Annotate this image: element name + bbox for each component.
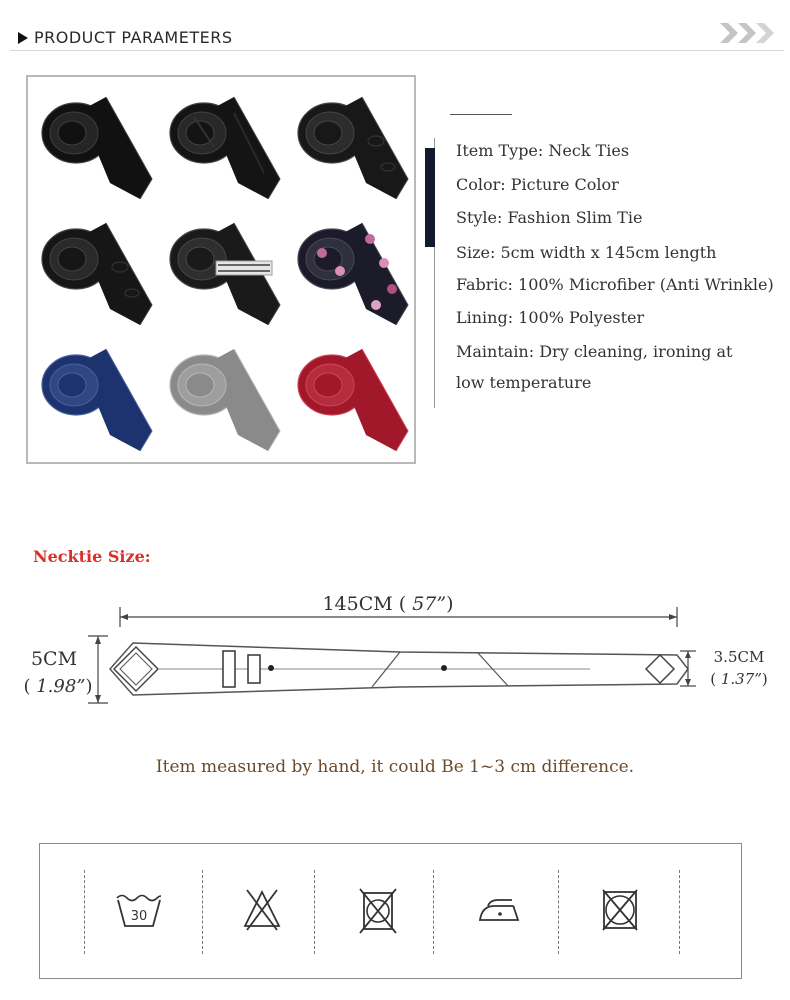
tie-photo [42, 223, 152, 325]
section-header [18, 28, 232, 47]
tie-photo [298, 97, 408, 199]
spec-accent-bar [425, 148, 435, 247]
tie-photo [170, 349, 280, 451]
care-separator [84, 870, 85, 954]
length-label: 145CM ( 57”) [322, 593, 454, 615]
tie-photo [42, 97, 152, 199]
width-inch-label: ( 1.98”) [23, 676, 93, 697]
tie-photo [298, 223, 408, 325]
tie-photo [170, 97, 280, 199]
care-separator [202, 870, 203, 954]
spec-color: Color: Picture Color [456, 175, 619, 194]
triangle-bullet-icon [18, 32, 28, 44]
header-divider [10, 50, 784, 51]
spec-fabric: Fabric: 100% Microfiber (Anti Wrinkle) [456, 275, 774, 294]
care-separator [314, 870, 315, 954]
tie-photo-grid [26, 75, 416, 464]
do-not-bleach-icon [242, 886, 282, 932]
tie-photo [170, 223, 280, 325]
tie-photo [42, 349, 152, 451]
spec-maintain: Maintain: Dry cleaning, ironing at [456, 342, 733, 361]
iron-low-icon [476, 896, 522, 926]
care-separator [433, 870, 434, 954]
svg-text:30: 30 [130, 909, 148, 924]
spec-item-type: Item Type: Neck Ties [456, 141, 630, 160]
spec-maintain-line2: low temperature [456, 373, 592, 392]
do-not-dry-clean-icon [600, 886, 640, 934]
tip-width-label: 3.5CM [713, 648, 765, 666]
width-label: 5CM [30, 648, 78, 670]
care-separator [679, 870, 680, 954]
tie-photo [298, 349, 408, 451]
spec-style: Style: Fashion Slim Tie [456, 208, 643, 227]
spec-lining: Lining: 100% Polyester [456, 308, 645, 327]
section-title: PRODUCT PARAMETERS [34, 28, 233, 47]
chevrons-icon [720, 20, 778, 46]
do-not-tumble-dry-icon [357, 886, 399, 934]
tip-width-inch-label: ( 1.37”) [710, 670, 768, 688]
spec-size: Size: 5cm width x 145cm length [456, 243, 717, 262]
tie-photos [28, 77, 414, 462]
care-separator [558, 870, 559, 954]
wash-30-icon [115, 890, 163, 930]
measure-note: Item measured by hand, it could Be 1~3 cm difference. [155, 757, 635, 777]
necktie-size-title: Necktie Size: [33, 547, 151, 566]
necktie-size-diagram [0, 585, 790, 715]
spec-rule [450, 114, 512, 115]
